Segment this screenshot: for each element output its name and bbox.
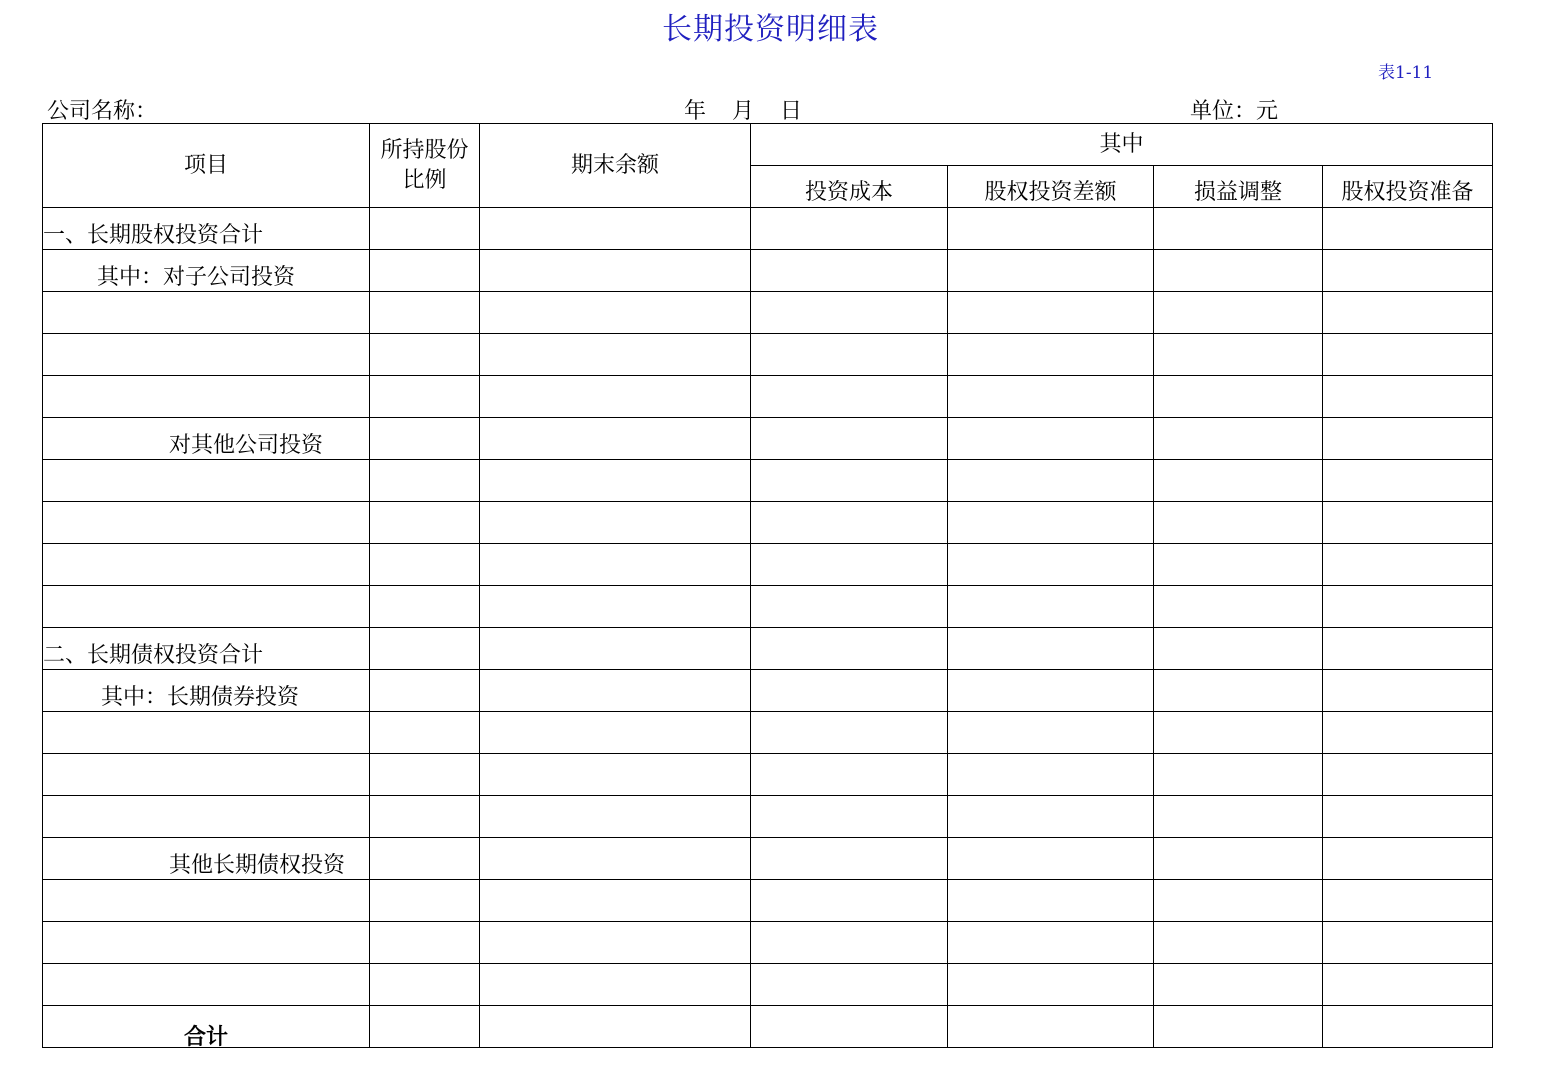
data-cell: [751, 460, 948, 502]
row-label: [43, 292, 370, 334]
row-label: 其中：对子公司投资: [43, 250, 370, 292]
data-cell: [751, 376, 948, 418]
data-cell: [1323, 796, 1493, 838]
investment-detail-table: [42, 123, 1493, 1048]
data-cell: [480, 964, 751, 1006]
row-label: 二、长期债权投资合计: [43, 628, 370, 670]
data-cell: [1154, 502, 1323, 544]
data-cell: [948, 1006, 1154, 1048]
data-cell: [948, 334, 1154, 376]
data-cell: [751, 964, 948, 1006]
data-cell: [480, 250, 751, 292]
row-label: [43, 460, 370, 502]
data-cell: [751, 670, 948, 712]
table-row: [43, 208, 1493, 250]
data-cell: [480, 334, 751, 376]
data-cell: [751, 712, 948, 754]
data-cell: [751, 586, 948, 628]
data-cell: [370, 922, 480, 964]
data-cell: [1323, 838, 1493, 880]
data-cell: [948, 586, 1154, 628]
data-cell: [370, 838, 480, 880]
data-cell: [751, 292, 948, 334]
data-cell: [370, 376, 480, 418]
data-cell: [370, 502, 480, 544]
data-cell: [948, 418, 1154, 460]
data-cell: [751, 502, 948, 544]
header-item: 项目: [43, 124, 370, 208]
data-cell: [480, 628, 751, 670]
data-cell: [948, 208, 1154, 250]
table-row: [43, 1006, 1493, 1048]
data-cell: [480, 586, 751, 628]
data-cell: [1154, 670, 1323, 712]
data-cell: [1154, 880, 1323, 922]
table-row: [43, 838, 1493, 880]
header-equity-reserve: 股权投资准备: [1323, 166, 1493, 208]
data-cell: [1154, 754, 1323, 796]
data-cell: [751, 418, 948, 460]
data-cell: [751, 754, 948, 796]
data-cell: [751, 1006, 948, 1048]
header-equity-difference: 股权投资差额: [948, 166, 1154, 208]
page-title: 长期投资明细表: [662, 12, 879, 47]
data-cell: [370, 586, 480, 628]
data-cell: [1154, 418, 1323, 460]
table-row: [43, 586, 1493, 628]
data-cell: [1154, 796, 1323, 838]
data-cell: [751, 838, 948, 880]
data-cell: [751, 544, 948, 586]
table-row: [43, 292, 1493, 334]
unit-label: 单位：元: [1190, 99, 1279, 124]
data-cell: [948, 292, 1154, 334]
data-cell: [370, 544, 480, 586]
data-cell: [948, 460, 1154, 502]
data-cell: [1323, 460, 1493, 502]
table-row: [43, 418, 1493, 460]
data-cell: [751, 796, 948, 838]
data-cell: [1323, 418, 1493, 460]
data-cell: [370, 796, 480, 838]
data-cell: [480, 670, 751, 712]
data-cell: [948, 250, 1154, 292]
header-ratio-line2: 比例: [402, 167, 447, 193]
data-cell: [370, 250, 480, 292]
data-cell: [1323, 880, 1493, 922]
data-cell: [370, 880, 480, 922]
data-cell: [370, 964, 480, 1006]
row-label: [43, 754, 370, 796]
data-cell: [1154, 1006, 1323, 1048]
row-label: [43, 586, 370, 628]
table-row: [43, 796, 1493, 838]
data-cell: [1323, 376, 1493, 418]
data-cell: [948, 376, 1154, 418]
table-row: [43, 712, 1493, 754]
data-cell: [1154, 208, 1323, 250]
month-label: 月: [732, 99, 755, 124]
data-cell: [1323, 586, 1493, 628]
header-ratio: [370, 124, 480, 208]
data-cell: [1323, 544, 1493, 586]
table-row: [43, 250, 1493, 292]
row-label: 其他长期债权投资: [43, 838, 370, 880]
data-cell: [480, 838, 751, 880]
data-cell: [1323, 670, 1493, 712]
data-cell: [1323, 964, 1493, 1006]
data-cell: [948, 754, 1154, 796]
header-profit-loss-adjustment: 损益调整: [1154, 166, 1323, 208]
data-cell: [948, 544, 1154, 586]
data-cell: [948, 628, 1154, 670]
day-label: 日: [780, 99, 803, 124]
data-cell: [1154, 628, 1323, 670]
table-row: [43, 922, 1493, 964]
header-of-which: 其中: [751, 124, 1493, 166]
row-label: [43, 544, 370, 586]
data-cell: [1323, 1006, 1493, 1048]
row-label: [43, 712, 370, 754]
row-label: 其中：长期债券投资: [43, 670, 370, 712]
data-cell: [751, 922, 948, 964]
data-cell: [480, 502, 751, 544]
data-cell: [370, 208, 480, 250]
data-cell: [480, 418, 751, 460]
data-cell: [1154, 376, 1323, 418]
table-row: [43, 502, 1493, 544]
data-cell: [1154, 460, 1323, 502]
data-cell: [1323, 502, 1493, 544]
table-row: [43, 334, 1493, 376]
header-ratio-line1: 所持股份: [380, 137, 469, 163]
row-label: [43, 922, 370, 964]
table-row: [43, 628, 1493, 670]
data-cell: [480, 460, 751, 502]
header-investment-cost: 投资成本: [751, 166, 948, 208]
data-cell: [1323, 292, 1493, 334]
data-cell: [948, 712, 1154, 754]
row-label: 合计: [43, 1006, 370, 1048]
data-cell: [1323, 712, 1493, 754]
data-cell: [751, 334, 948, 376]
data-cell: [370, 754, 480, 796]
data-cell: [948, 964, 1154, 1006]
table-row: [43, 754, 1493, 796]
data-cell: [1323, 334, 1493, 376]
row-label: 对其他公司投资: [43, 418, 370, 460]
data-cell: [1154, 838, 1323, 880]
data-cell: [1323, 628, 1493, 670]
data-cell: [1154, 292, 1323, 334]
data-cell: [751, 628, 948, 670]
company-name-label: 公司名称：: [47, 99, 158, 124]
data-cell: [1154, 334, 1323, 376]
data-cell: [1323, 250, 1493, 292]
data-cell: [370, 334, 480, 376]
data-cell: [370, 460, 480, 502]
data-cell: [480, 796, 751, 838]
year-label: 年: [684, 99, 707, 124]
data-cell: [1154, 544, 1323, 586]
data-cell: [1323, 922, 1493, 964]
data-cell: [1154, 250, 1323, 292]
data-cell: [480, 292, 751, 334]
table-row: [43, 880, 1493, 922]
data-cell: [948, 922, 1154, 964]
data-cell: [480, 754, 751, 796]
data-cell: [370, 628, 480, 670]
data-cell: [480, 712, 751, 754]
data-cell: [480, 376, 751, 418]
data-cell: [370, 712, 480, 754]
row-label: [43, 880, 370, 922]
table-row: [43, 460, 1493, 502]
data-cell: [370, 1006, 480, 1048]
table-body: [43, 208, 1493, 1048]
data-cell: [480, 544, 751, 586]
row-label: [43, 964, 370, 1006]
data-cell: [480, 880, 751, 922]
row-label: [43, 502, 370, 544]
table-row: [43, 376, 1493, 418]
data-cell: [948, 670, 1154, 712]
data-cell: [948, 796, 1154, 838]
data-cell: [370, 292, 480, 334]
table-row: [43, 670, 1493, 712]
data-cell: [751, 208, 948, 250]
row-label: [43, 376, 370, 418]
data-cell: [1154, 922, 1323, 964]
data-cell: [480, 922, 751, 964]
data-cell: [370, 670, 480, 712]
data-cell: [1323, 208, 1493, 250]
row-label: [43, 796, 370, 838]
data-cell: [1154, 964, 1323, 1006]
table-row: [43, 964, 1493, 1006]
row-label: 一、长期股权投资合计: [43, 208, 370, 250]
data-cell: [480, 208, 751, 250]
data-cell: [751, 250, 948, 292]
data-cell: [370, 418, 480, 460]
date-line: [684, 94, 802, 125]
data-cell: [1154, 586, 1323, 628]
data-cell: [1323, 754, 1493, 796]
table-row: [43, 544, 1493, 586]
header-row-1: [43, 124, 1493, 166]
header-ending-balance: 期末余额: [480, 124, 751, 208]
data-cell: [480, 1006, 751, 1048]
data-cell: [1154, 712, 1323, 754]
form-number: 表1-11: [1378, 63, 1434, 83]
data-cell: [948, 502, 1154, 544]
data-cell: [948, 880, 1154, 922]
data-cell: [751, 880, 948, 922]
row-label: [43, 334, 370, 376]
data-cell: [948, 838, 1154, 880]
